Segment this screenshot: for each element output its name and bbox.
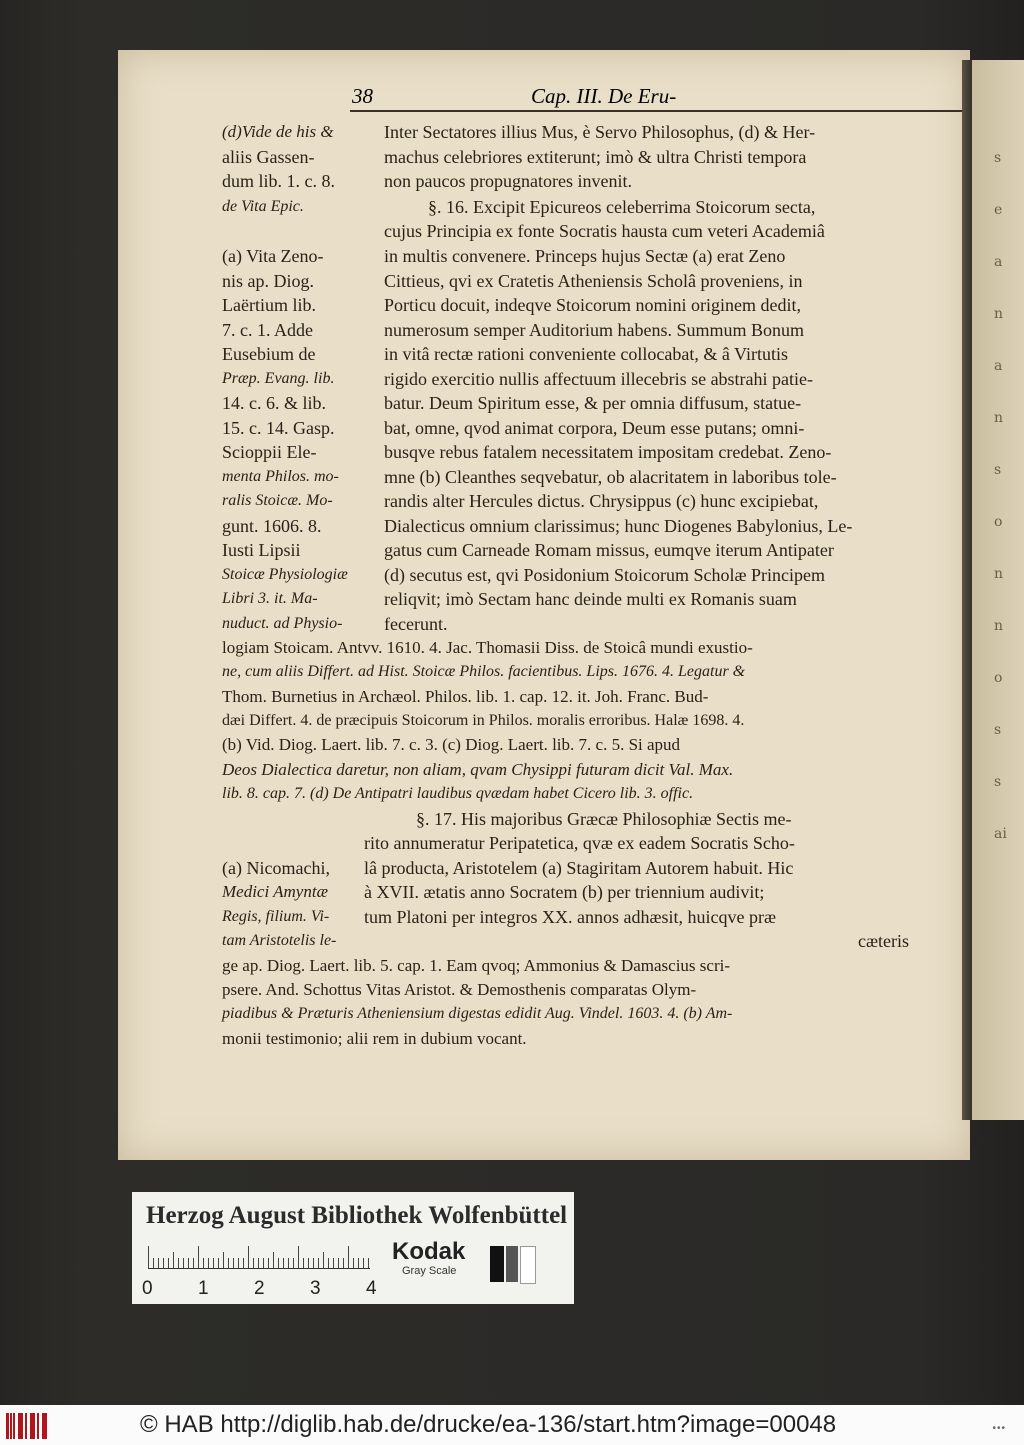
text-line: piadibus & Præturis Atheniensium digestas edidit Aug. Vindel. 1603. 4. (b) Am- (222, 1005, 733, 1022)
next-page-letter: o (994, 670, 1003, 686)
ruler-tick (328, 1258, 329, 1268)
ruler-tick (363, 1258, 364, 1268)
text-line: Eusebium de (222, 344, 316, 364)
text-line: gatus cum Carneade Romam missus, eumqve iterum Antipater (384, 540, 834, 560)
text-line: cujus Principia ex fonte Socratis hausta cum veteri Academiâ (384, 221, 825, 241)
ruler-tick (163, 1258, 164, 1268)
logo-bar (13, 1413, 15, 1439)
text-line: monii testimonio; alii rem in dubium vocant. (222, 1029, 527, 1048)
text-line: Thom. Burnetius in Archæol. Philos. lib. 1. cap. 12. it. Joh. Franc. Bud- (222, 687, 709, 706)
text-line: (b) Vid. Diog. Laert. lib. 7. c. 3. (c) Diog. Laert. lib. 7. c. 5. Si apud (222, 735, 681, 754)
text-line: lâ producta, Aristotelem (a) Stagiritam Autorem habuit. Hic (364, 858, 794, 878)
text-line: à XVII. ætatis anno Socratem (b) per triennium audivit; (364, 882, 765, 902)
next-page-edge (972, 60, 1024, 1120)
text-line: (d)Vide de his & (222, 122, 334, 141)
ruler-tick (278, 1258, 279, 1268)
text-line: nuduct. ad Physio- (222, 615, 343, 632)
text-line: dum lib. 1. c. 8. (222, 171, 335, 191)
text-line: ne, cum aliis Differt. ad Hist. Stoicæ Philos. facientibus. Lips. 1676. 4. Legatur & (222, 663, 746, 680)
text-line: lib. 8. cap. 7. (d) De Antipatri laudibus qvædam habet Cicero lib. 3. offic. (222, 785, 694, 802)
ruler-tick (153, 1258, 154, 1268)
text-line: menta Philos. mo- (222, 468, 339, 485)
text-line: Inter Sectatores illius Mus, è Servo Philosophus, (d) & Her- (384, 122, 816, 142)
next-page-letter: a (994, 358, 1003, 374)
gray-swatch (520, 1246, 536, 1284)
text-line: Laërtium lib. (222, 295, 316, 315)
ruler-tick (168, 1258, 169, 1268)
text-line: randis alter Hercules dictus. Chrysippus (c) hunc excipiebat, (384, 491, 819, 511)
logo-bar (37, 1413, 39, 1439)
text-line: §. 17. His majoribus Græcæ Philosophiæ Sectis me- (416, 809, 792, 829)
ruler-tick (218, 1258, 219, 1268)
ruler-tick (243, 1258, 244, 1268)
ruler-tick (318, 1258, 319, 1268)
text-line: mne (b) Cleanthes seqvebatur, ob alacritatem in laboribus tole- (384, 467, 837, 487)
text-line: Dialecticus omnium clarissimus; hunc Diogenes Babylonius, Le- (384, 516, 853, 536)
text-line: Porticu docuit, indeqve Stoicorum nomini originem dedit, (384, 295, 801, 315)
library-name: Herzog August Bibliothek Wolfenbüttel (146, 1202, 568, 1229)
text-line: bat, omne, qvod animat corpora, Deum esse putans; omni- (384, 418, 805, 438)
ruler-tick (293, 1258, 294, 1268)
ruler-tick (238, 1258, 239, 1268)
text-line: Regis, filium. Vi- (222, 908, 330, 925)
text-line: non paucos propugnatores invenit. (384, 171, 632, 191)
ruler-tick (348, 1246, 349, 1268)
text-line: tum Platoni per integros XX. annos adhæsit, huicqve præ (364, 907, 776, 927)
ruler-tick (353, 1258, 354, 1268)
text-line: psere. And. Schottus Vitas Aristot. & Demosthenis comparatas Olym- (222, 980, 697, 999)
ruler-tick (298, 1246, 299, 1268)
text-line: Iusti Lipsii (222, 540, 301, 560)
text-line: (a) Nicomachi, (222, 858, 330, 878)
logo-bar (33, 1413, 35, 1439)
text-line: logiam Stoicam. Antvv. 1610. 4. Jac. Thomasii Diss. de Stoicâ mundi exustio- (222, 638, 753, 657)
text-line: in vitâ rectæ rationi conveniente collocabat, & â Virtutis (384, 344, 788, 364)
ruler-tick (213, 1258, 214, 1268)
ruler-tick (253, 1258, 254, 1268)
ruler-tick (173, 1252, 174, 1268)
text-line: 15. c. 14. Gasp. (222, 418, 335, 438)
ruler-tick (333, 1258, 334, 1268)
text-line: busqve rebus fatalem necessitatem impositam credebat. Zeno- (384, 442, 832, 462)
ruler-tick (233, 1258, 234, 1268)
text-line: (a) Vita Zeno- (222, 246, 324, 266)
ruler-tick (223, 1252, 224, 1268)
text-line: 7. c. 1. Adde (222, 320, 313, 340)
next-page-letter: s (994, 722, 1002, 738)
text-line: numerosum semper Auditorium habens. Summum Bonum (384, 320, 804, 340)
page-number: 38 (352, 84, 373, 108)
copyright-url[interactable]: © HAB http://diglib.hab.de/drucke/ea-136/start.htm?image=00048 (140, 1411, 837, 1438)
ruler-number: 3 (310, 1278, 321, 1299)
ruler-tick (288, 1258, 289, 1268)
ruler-number: 0 (142, 1278, 153, 1299)
ruler-number: 4 (366, 1278, 377, 1299)
more-icon[interactable]: ••• (992, 1423, 1006, 1434)
ruler-tick (268, 1258, 269, 1268)
ruler-tick (203, 1258, 204, 1268)
next-page-letter: e (994, 202, 1003, 218)
text-line: Præp. Evang. lib. (222, 370, 335, 387)
text-line: ge ap. Diog. Laert. lib. 5. cap. 1. Eam qvoq; Ammonius & Damascius scri- (222, 956, 731, 975)
ruler-tick (198, 1246, 199, 1268)
next-page-letter: a (994, 254, 1003, 270)
ruler-tick (308, 1258, 309, 1268)
next-page-letter: s (994, 774, 1002, 790)
text-line: cæteris (858, 931, 909, 951)
next-page-letter: n (994, 410, 1004, 426)
text-line: Libri 3. it. Ma- (222, 590, 318, 607)
next-page-letter: n (994, 618, 1004, 634)
text-line: Cittieus, qvi ex Cratetis Atheniensis Scholâ proveniens, in (384, 271, 803, 291)
next-page-letter: n (994, 306, 1004, 322)
ruler-tick (188, 1258, 189, 1268)
text-line: batur. Deum Spiritum esse, & per omnia diffusum, statue- (384, 393, 802, 413)
text-line: nis ap. Diog. (222, 271, 314, 291)
text-line: fecerunt. (384, 614, 448, 634)
text-line: machus celebriores extiterunt; imò & ultra Christi tempora (384, 147, 807, 167)
ruler-tick (368, 1258, 369, 1268)
text-line: tam Aristotelis le- (222, 932, 337, 949)
text-line: 14. c. 6. & lib. (222, 393, 326, 413)
next-page-letter: s (994, 462, 1002, 478)
gray-swatch (490, 1246, 504, 1282)
gray-scale-label: Gray Scale (402, 1265, 457, 1277)
hab-logo-icon (6, 1413, 48, 1439)
text-line: Deos Dialectica daretur, non aliam, qvam Chysippi futuram dicit Val. Max. (222, 760, 734, 779)
kodak-logo: Kodak (392, 1238, 466, 1265)
ruler-tick (148, 1246, 149, 1268)
ruler-tick (338, 1258, 339, 1268)
next-page-letter: o (994, 514, 1003, 530)
next-page-letter: ai (994, 826, 1007, 842)
ruler-tick (313, 1258, 314, 1268)
ruler-tick (303, 1258, 304, 1268)
text-line: Medici Amyntæ (222, 882, 328, 901)
ruler-tick (228, 1258, 229, 1268)
text-line: rigido exercitio nullis affectuum illecebris se abstrahi patie- (384, 369, 814, 389)
text-line: rito annumeratur Peripatetica, qvæ ex eadem Socratis Scho- (364, 833, 795, 853)
book-page (118, 50, 970, 1160)
ruler-tick (283, 1258, 284, 1268)
page-text (118, 50, 970, 1160)
ruler-tick (273, 1252, 274, 1268)
logo-bar (10, 1413, 12, 1439)
color-calibration-card (132, 1192, 574, 1304)
ruler-number: 1 (198, 1278, 209, 1299)
text-line: reliqvit; imò Sectam hanc deinde multi ex Romanis suam (384, 589, 797, 609)
gray-swatch (506, 1246, 518, 1282)
ruler-tick (263, 1258, 264, 1268)
logo-bar (21, 1413, 23, 1439)
text-line: dæi Differt. 4. de præcipuis Stoicorum in Philos. moralis erroribus. Halæ 1698. 4. (222, 712, 745, 729)
ruler-number: 2 (254, 1278, 265, 1299)
text-line: gunt. 1606. 8. (222, 516, 322, 536)
ruler-tick (208, 1258, 209, 1268)
text-line: (d) secutus est, qvi Posidonium Stoicorum Scholæ Principem (384, 565, 825, 585)
viewer-footer (0, 1405, 1024, 1445)
text-line: in multis convenere. Princeps hujus Sectæ (a) erat Zeno (384, 246, 786, 266)
ruler-tick (178, 1258, 179, 1268)
text-line: §. 16. Excipit Epicureos celeberrima Stoicorum secta, (428, 197, 816, 217)
ruler-tick (183, 1258, 184, 1268)
ruler-tick (343, 1258, 344, 1268)
text-line: Stoicæ Physiologiæ (222, 566, 348, 583)
ruler-tick (258, 1258, 259, 1268)
logo-bar (45, 1413, 47, 1439)
ruler-tick (158, 1258, 159, 1268)
logo-bar (25, 1413, 27, 1439)
next-page-letter: n (994, 566, 1004, 582)
ruler-tick (193, 1258, 194, 1268)
ruler-tick (358, 1258, 359, 1268)
text-line: aliis Gassen- (222, 147, 315, 167)
ruler-tick (248, 1246, 249, 1268)
running-head: Cap. III. De Eru- (531, 84, 677, 108)
text-line: ralis Stoicæ. Mo- (222, 492, 333, 509)
text-line: Scioppii Ele- (222, 442, 317, 462)
ruler-scale (148, 1244, 370, 1269)
ruler-tick (323, 1252, 324, 1268)
text-line: de Vita Epic. (222, 198, 304, 215)
logo-bar (6, 1413, 9, 1439)
next-page-letter: s (994, 150, 1002, 166)
